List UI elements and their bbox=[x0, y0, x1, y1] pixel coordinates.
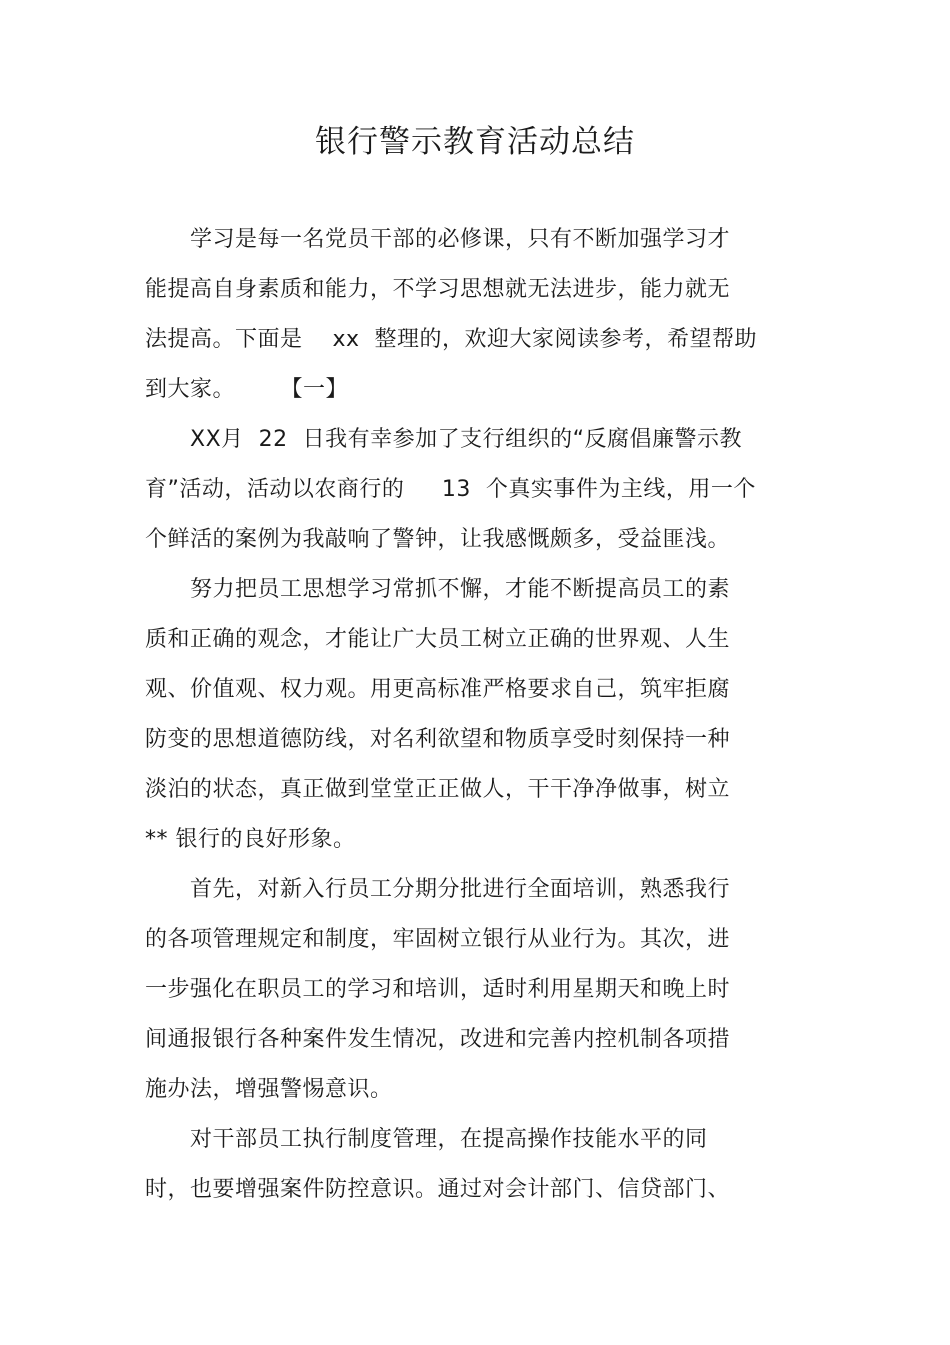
text-line: 淡泊的状态，真正做到堂堂正正做人，干干净净做事，树立 bbox=[145, 777, 731, 802]
text-line: 防变的思想道德防线，对名利欲望和物质享受时刻保持一种 bbox=[145, 727, 731, 752]
text-line: 个鲜活的案例为我敲响了警钟，让我感慨颇多，受益匪浅。 bbox=[145, 527, 731, 552]
text-line: 质和正确的观念，才能让广大员工树立正确的世界观、人生 bbox=[145, 627, 731, 652]
text-line: 首先，对新入行员工分期分批进行全面培训，熟悉我行 bbox=[145, 877, 731, 902]
text-line: 间通报银行各种案件发生情况，改进和完善内控机制各项措 bbox=[145, 1027, 731, 1052]
document-title: 银行警示教育活动总结 bbox=[315, 124, 635, 160]
text-line: 观、价值观、权力观。用更高标准严格要求自己，筑牢拒腐 bbox=[145, 677, 731, 702]
text-line: ** 银行的良好形象。 bbox=[145, 827, 356, 852]
text-line: 学习是每一名党员干部的必修课，只有不断加强学习才 bbox=[145, 227, 731, 252]
text-line: 法提高。下面是 xx 整理的，欢迎大家阅读参考，希望帮助 bbox=[145, 327, 758, 352]
text-line: 的各项管理规定和制度，牢固树立银行从业行为。其次，进 bbox=[145, 927, 731, 952]
text-line: 到大家。 【一】 bbox=[145, 377, 349, 402]
text-line: 努力把员工思想学习常抓不懈，才能不断提高员工的素 bbox=[145, 577, 731, 602]
text-line: 能提高自身素质和能力，不学习思想就无法进步，能力就无 bbox=[145, 277, 731, 302]
text-line: 时，也要增强案件防控意识。通过对会计部门、信贷部门、 bbox=[145, 1177, 731, 1202]
text-line: 对干部员工执行制度管理，在提高操作技能水平的同 bbox=[145, 1127, 708, 1152]
text-line: 育”活动，活动以农商行的 13 个真实事件为主线，用一个 bbox=[145, 477, 756, 502]
text-line: 施办法，增强警惕意识。 bbox=[145, 1077, 393, 1102]
text-line: 一步强化在职员工的学习和培训，适时利用星期天和晚上时 bbox=[145, 977, 731, 1002]
text-line: XX月 22 日我有幸参加了支行组织的“反腐倡廉警示教 bbox=[145, 427, 743, 452]
